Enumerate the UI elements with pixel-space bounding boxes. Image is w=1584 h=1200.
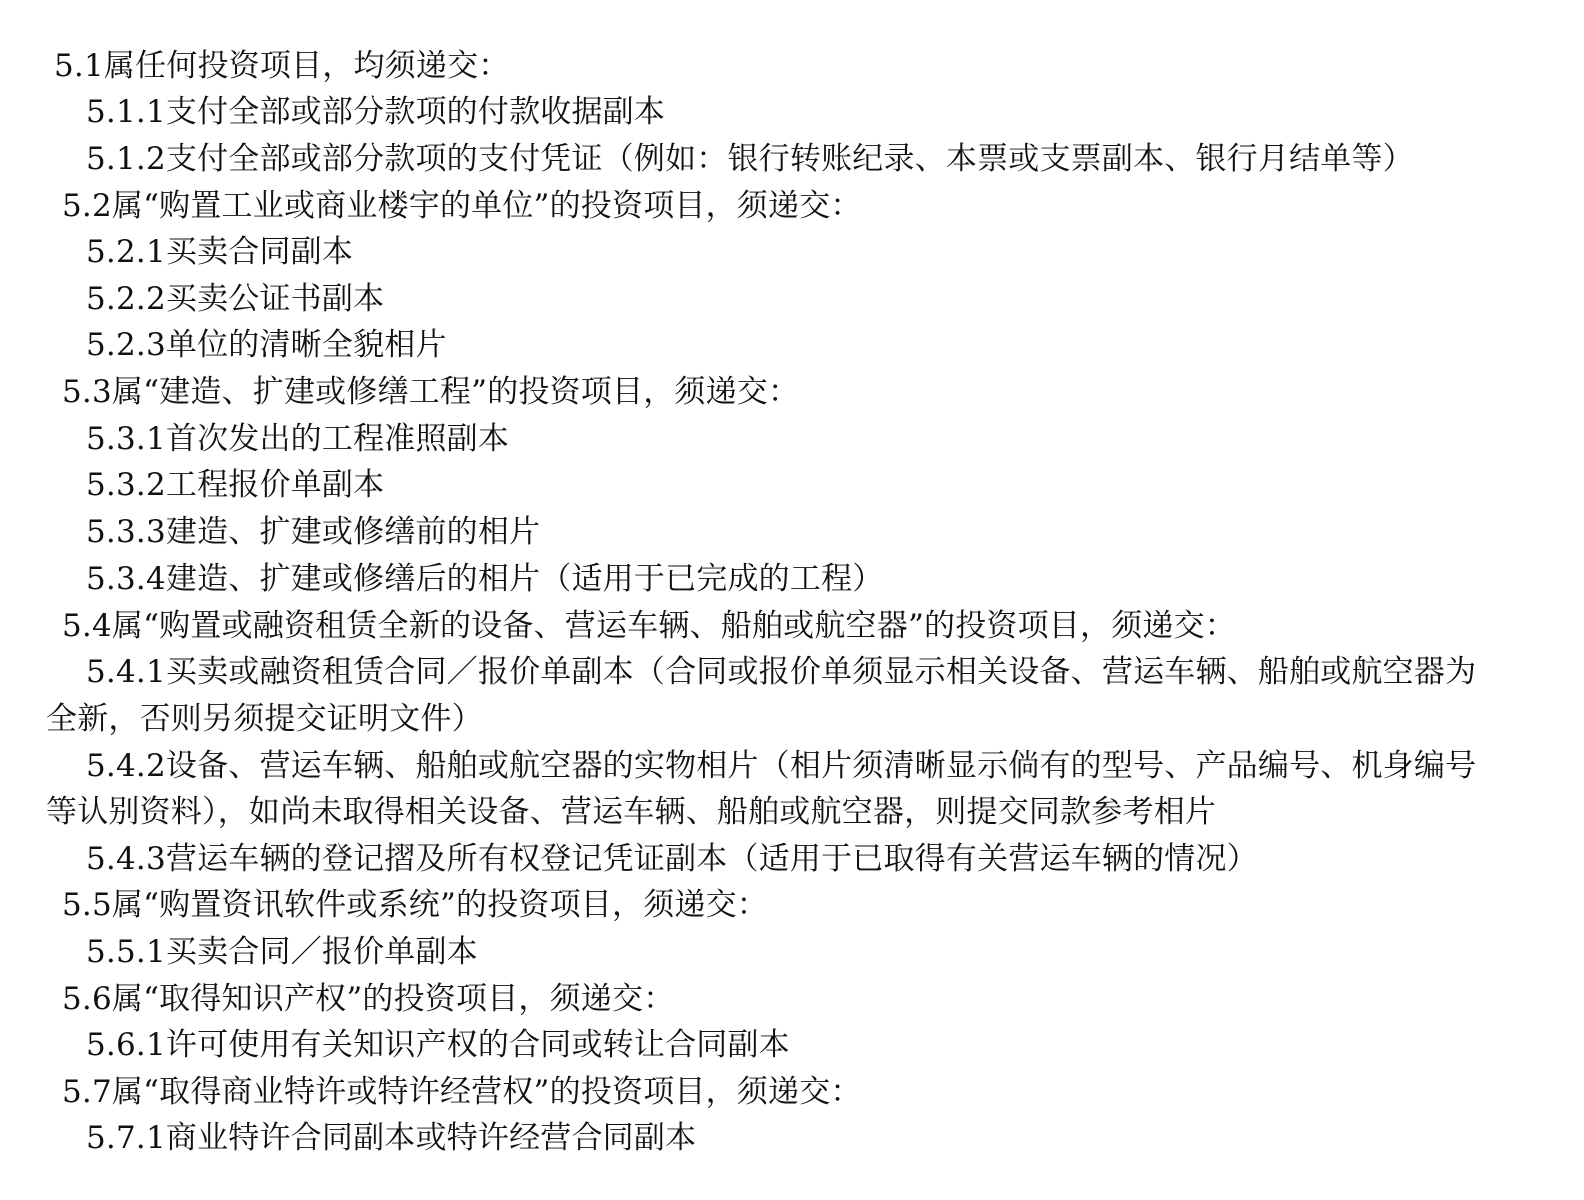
item-5-3-3: 5.3.3建造、扩建或修缮前的相片 xyxy=(86,514,541,550)
heading-5-1: 5.1属任何投资项目，均须递交： xyxy=(54,48,510,84)
item-5-3-4: 5.3.4建造、扩建或修缮后的相片（适用于已完成的工程） xyxy=(86,561,884,597)
heading-5-3: 5.3属“建造、扩建或修缮工程”的投资项目，须递交： xyxy=(62,374,800,410)
item-5-2-1: 5.2.1买卖合同副本 xyxy=(86,234,354,270)
item-5-6-1: 5.6.1许可使用有关知识产权的合同或转让合同副本 xyxy=(86,1027,790,1063)
item-5-4-1-line1: 5.4.1买卖或融资租赁合同／报价单副本（合同或报价单须显示相关设备、营运车辆、船舶或航空器为 xyxy=(86,654,1477,690)
heading-5-7: 5.7属“取得商业特许或特许经营权”的投资项目，须递交： xyxy=(62,1074,862,1110)
item-5-4-3: 5.4.3营运车辆的登记摺及所有权登记凭证副本（适用于已取得有关营运车辆的情况） xyxy=(86,841,1258,877)
item-5-4-1-line2: 全新，否则另须提交证明文件） xyxy=(46,701,483,737)
item-5-2-3: 5.2.3单位的清晰全貌相片 xyxy=(86,327,447,363)
heading-5-6: 5.6属“取得知识产权”的投资项目，须递交： xyxy=(62,981,675,1017)
item-5-1-1: 5.1.1支付全部或部分款项的付款收据副本 xyxy=(86,94,666,130)
item-5-3-2: 5.3.2工程报价单副本 xyxy=(86,467,385,503)
item-5-2-2: 5.2.2买卖公证书副本 xyxy=(86,281,385,317)
item-5-4-2-line1: 5.4.2设备、营运车辆、船舶或航空器的实物相片（相片须清晰显示倘有的型号、产品编号、机身编号 xyxy=(86,748,1477,784)
item-5-3-1: 5.3.1首次发出的工程准照副本 xyxy=(86,421,510,457)
item-5-7-1: 5.7.1商业特许合同副本或特许经营合同副本 xyxy=(86,1120,697,1156)
heading-5-2: 5.2属“购置工业或商业楼宇的单位”的投资项目，须递交： xyxy=(62,188,862,224)
heading-5-5: 5.5属“购置资讯软件或系统”的投资项目，须递交： xyxy=(62,887,768,923)
heading-5-4: 5.4属“购置或融资租赁全新的设备、营运车辆、船舶或航空器”的投资项目，须递交： xyxy=(62,608,1236,644)
item-5-1-2: 5.1.2支付全部或部分款项的支付凭证（例如：银行转账纪录、本票或支票副本、银行月结单等） xyxy=(86,141,1414,177)
item-5-5-1: 5.5.1买卖合同／报价单副本 xyxy=(86,934,478,970)
item-5-4-2-line2: 等认别资料），如尚未取得相关设备、营运车辆、船舶或航空器，则提交同款参考相片 xyxy=(46,794,1217,830)
